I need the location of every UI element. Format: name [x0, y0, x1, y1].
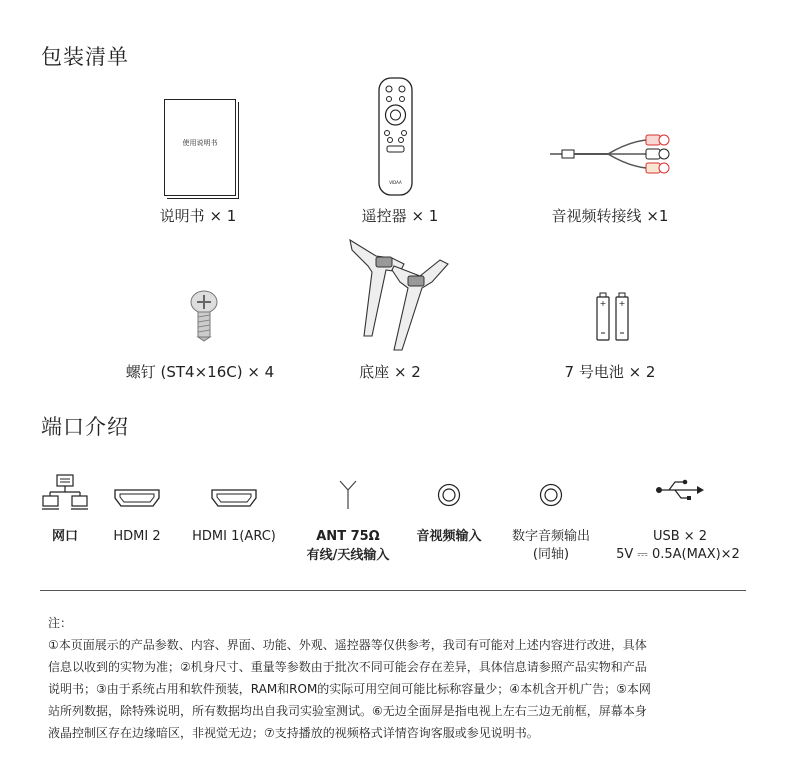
hdmi-port-icon: [114, 488, 160, 508]
port-label-coaxial-desc: (同轴): [532, 547, 570, 562]
notes-block: [48, 612, 746, 744]
port-label-hdmi2: HDMI 2: [113, 529, 161, 544]
battery-label: 7 号电池 × 2: [564, 363, 656, 381]
hdmi-port-icon: [211, 488, 257, 508]
antenna-icon: [333, 480, 363, 510]
coaxial-output-icon: [539, 483, 563, 507]
note-line: ①本页面展示的产品参数、内容、界面、功能、外观、遥控器等仅供参考，我司有可能对上述内容进行改进，具体: [48, 638, 647, 652]
screw-label: 螺钉 (ST4×16C) × 4: [125, 363, 275, 381]
stand-icon: [342, 240, 452, 360]
remote-control-icon: [370, 77, 430, 197]
port-label-av-input: 音视频输入: [416, 529, 482, 544]
svg-text:+: +: [618, 299, 626, 308]
port-label-coaxial: 数字音频输出: [511, 529, 590, 544]
notes-heading: 注：: [48, 616, 73, 630]
manual-cover-text: 使用说明书: [182, 139, 218, 147]
av-input-icon: [437, 483, 461, 507]
port-label-network: 网口: [51, 529, 78, 544]
ports-title: 端口介绍: [41, 415, 129, 439]
port-label-ant: ANT 75Ω: [316, 529, 380, 544]
port-label-usb: USB × 2: [652, 529, 708, 544]
manual-icon: [164, 99, 236, 196]
network-port-icon: [42, 474, 88, 514]
section-divider: [40, 590, 746, 591]
av-cable-icon: [548, 128, 678, 188]
note-line: 站所列数据，除特殊说明，所有数据均出自我司实验室测试。⑥无边全面屏是指电视上左右三边无前框，屏幕本身: [48, 704, 647, 718]
svg-text:+: +: [599, 299, 607, 308]
port-label-usb-desc: 5V ⎓ 0.5A(MAX)×2: [616, 547, 740, 562]
battery-icon: [596, 293, 636, 343]
screw-icon: [184, 290, 224, 350]
port-label-ant-desc: 有线/天线输入: [306, 548, 390, 563]
note-line: 液晶控制区存在边缘暗区，非视觉无边；⑦支持播放的视频格式详情咨询客服或参见说明书。: [48, 726, 539, 740]
note-line: 信息以收到的实物为准；②机身尺寸、重量等参数由于批次不同可能会存在差异，具体信息请参照产品实物和产品: [48, 660, 647, 674]
manual-label: 说明书 × 1: [159, 207, 237, 225]
usb-icon: [655, 479, 705, 501]
remote-label: 遥控器 × 1: [361, 207, 439, 225]
port-label-hdmi1: HDMI 1(ARC): [192, 529, 276, 544]
package-list-title: 包装清单: [41, 45, 129, 69]
av-cable-label: 音视频转接线 ×1: [551, 207, 669, 225]
remote-brand-text: VIDAA: [389, 180, 402, 185]
note-line: 说明书；③由于系统占用和软件预装，RAM和ROM的实际可用空间可能比标称容量少；④本机含开机广告；⑤本网: [48, 682, 651, 696]
stand-label: 底座 × 2: [359, 363, 421, 381]
